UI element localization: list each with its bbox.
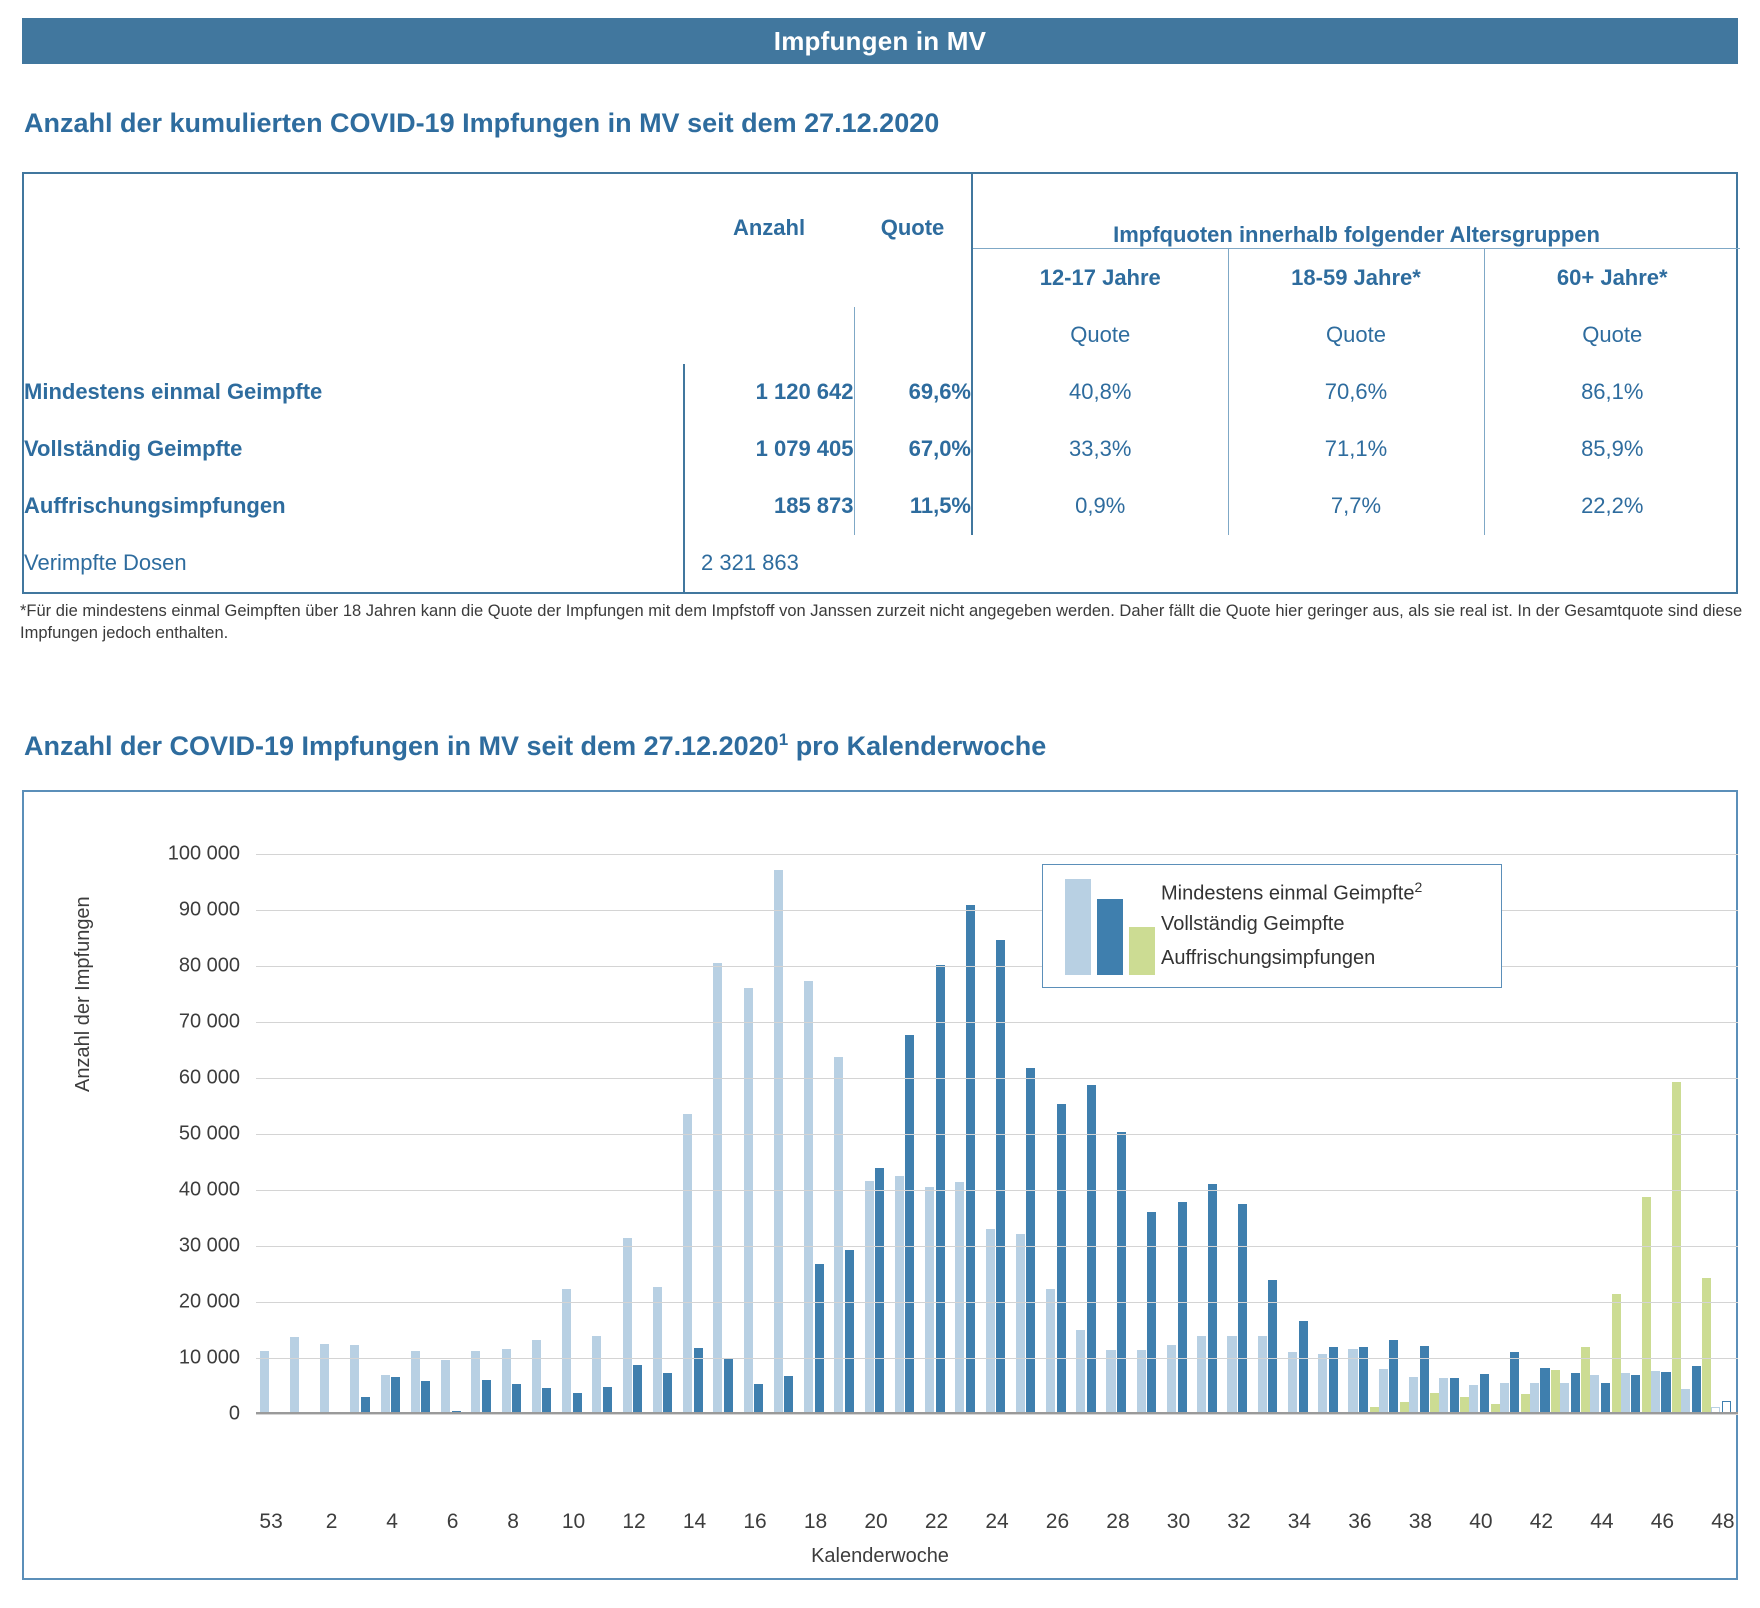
- bar: [320, 1344, 329, 1414]
- gridline: [256, 1358, 1738, 1359]
- weekly-vaccinations-chart: [22, 790, 1738, 1580]
- x-tick-label: 34: [1287, 1510, 1312, 1533]
- bar: [1420, 1346, 1429, 1414]
- x-tick-label: 42: [1529, 1510, 1554, 1533]
- bar: [1046, 1289, 1055, 1414]
- gridline: [256, 1190, 1738, 1191]
- chart-title-main: Anzahl der COVID-19 Impfungen in MV seit dem 27.12.2020: [24, 731, 779, 761]
- bar: [532, 1340, 541, 1414]
- bar: [1480, 1374, 1489, 1414]
- chart-plot-area: [256, 854, 1738, 1414]
- row-age2-doses: [1228, 535, 1484, 592]
- header-age-group-title: Impfquoten innerhalb folgender Altersgruppen: [972, 174, 1740, 249]
- row-anzahl-at-least-once: 1 120 642: [684, 364, 854, 421]
- y-tick-label: 50 000: [178, 1122, 240, 1145]
- bar: [1268, 1280, 1277, 1414]
- legend-text-0: Mindestens einmal Geimpfte: [1161, 882, 1415, 905]
- x-tick-label: 30: [1166, 1510, 1191, 1533]
- bar: [1702, 1278, 1711, 1414]
- bar: [1147, 1212, 1156, 1414]
- bar: [482, 1380, 491, 1414]
- legend-swatch-fully: [1097, 899, 1123, 975]
- row-label-doses: Verimpfte Dosen: [24, 550, 187, 576]
- bar: [744, 988, 753, 1414]
- bar: [724, 1359, 733, 1414]
- legend-label-at-least-once: [1161, 879, 1422, 906]
- chart-legend: [1042, 864, 1502, 988]
- row-age2-at-least-once: 70,6%: [1228, 364, 1484, 421]
- y-tick-label: 100 000: [167, 842, 240, 865]
- row-age3-fully-vaccinated: 85,9%: [1484, 421, 1740, 478]
- row-label-fully-vaccinated: Vollständig Geimpfte: [24, 436, 243, 462]
- bar: [1197, 1336, 1206, 1414]
- gridline: [256, 854, 1738, 855]
- bar: [633, 1365, 642, 1414]
- bar: [986, 1229, 995, 1414]
- row-age1-fully-vaccinated: 33,3%: [972, 421, 1228, 478]
- legend-swatch-booster: [1129, 927, 1155, 975]
- legend-swatch-at-least-once: [1065, 879, 1091, 975]
- bar: [1329, 1347, 1338, 1414]
- bar: [996, 940, 1005, 1414]
- y-tick-label: 60 000: [178, 1066, 240, 1089]
- y-tick-label: 80 000: [178, 954, 240, 977]
- bar: [804, 981, 813, 1414]
- bar: [1510, 1352, 1519, 1414]
- row-age3-doses: [1484, 535, 1740, 592]
- bar: [623, 1238, 632, 1414]
- bar: [955, 1182, 964, 1414]
- bar: [1590, 1375, 1599, 1414]
- bar: [1117, 1132, 1126, 1414]
- x-tick-label: 36: [1348, 1510, 1372, 1533]
- page-banner: [22, 18, 1738, 64]
- bar: [411, 1351, 420, 1414]
- bar: [1651, 1371, 1660, 1414]
- bar: [1469, 1385, 1478, 1414]
- gridline: [256, 1246, 1738, 1247]
- bar: [1167, 1345, 1176, 1414]
- header-age-60plus: 60+ Jahre*: [1484, 249, 1740, 307]
- bar: [1631, 1375, 1640, 1414]
- bar: [895, 1176, 904, 1414]
- bar: [1137, 1350, 1146, 1414]
- chart-title-suffix: pro Kalenderwoche: [788, 731, 1047, 761]
- x-tick-label: 22: [924, 1510, 949, 1533]
- bar: [784, 1376, 793, 1414]
- legend-sup-0: 2: [1414, 879, 1423, 895]
- bar: [1208, 1184, 1217, 1414]
- y-tick-label: 0: [228, 1402, 240, 1425]
- bar: [1409, 1377, 1418, 1414]
- bar: [1551, 1370, 1560, 1414]
- bar: [1076, 1330, 1085, 1414]
- header-age-12-17: 12-17 Jahre: [972, 249, 1228, 307]
- table-row: [24, 535, 1740, 592]
- bar: [815, 1264, 824, 1414]
- bar: [1672, 1082, 1681, 1414]
- row-quote-fully-vaccinated: 67,0%: [854, 421, 972, 478]
- bar: [1612, 1294, 1621, 1414]
- bar: [441, 1360, 450, 1414]
- bar: [663, 1373, 672, 1414]
- row-age3-booster: 22,2%: [1484, 478, 1740, 535]
- bar: [1439, 1378, 1448, 1414]
- row-age1-at-least-once: 40,8%: [972, 364, 1228, 421]
- bar: [834, 1057, 843, 1414]
- header-quote-60plus: Quote: [1484, 307, 1740, 364]
- header-quote-12-17: Quote: [972, 307, 1228, 364]
- bar: [391, 1377, 400, 1414]
- bar: [1299, 1321, 1308, 1414]
- bar: [1571, 1373, 1580, 1414]
- chart-x-axis-label: Kalenderwoche: [811, 1545, 949, 1567]
- bar: [350, 1345, 359, 1414]
- x-tick-label: 18: [803, 1510, 828, 1533]
- bar: [1601, 1383, 1610, 1414]
- bar: [865, 1181, 874, 1414]
- gridline: [256, 1134, 1738, 1135]
- x-tick-label: 40: [1469, 1510, 1493, 1533]
- x-tick-label: 10: [561, 1510, 586, 1533]
- x-tick-label: 14: [682, 1510, 707, 1533]
- bar: [1106, 1350, 1115, 1414]
- gridline: [256, 1078, 1738, 1079]
- bar: [1258, 1336, 1267, 1414]
- bar: [1560, 1383, 1569, 1414]
- x-tick-label: 16: [743, 1510, 767, 1533]
- bar: [1379, 1369, 1388, 1414]
- bar: [1026, 1068, 1035, 1414]
- bar: [573, 1393, 582, 1414]
- y-tick-label: 90 000: [178, 898, 240, 921]
- bar: [1540, 1368, 1549, 1414]
- bar: [1521, 1394, 1530, 1414]
- y-tick-label: 20 000: [178, 1290, 240, 1313]
- x-tick-label: 26: [1045, 1510, 1070, 1533]
- banner-title: Impfungen in MV: [773, 25, 987, 56]
- gridline: [256, 910, 1738, 911]
- chart-title-footnote-marker: 1: [778, 730, 789, 749]
- bar: [1359, 1347, 1368, 1414]
- header-age-18-59: 18-59 Jahre*: [1228, 249, 1484, 307]
- gridline: [256, 966, 1738, 967]
- x-tick-label: 4: [386, 1510, 398, 1533]
- chart-y-axis-label: Anzahl der Impfungen: [72, 896, 94, 1092]
- x-tick-label: 44: [1590, 1510, 1614, 1533]
- x-tick-label: 38: [1408, 1510, 1433, 1533]
- bar: [1430, 1393, 1439, 1414]
- bar: [966, 905, 975, 1414]
- header-quote-18-59: Quote: [1228, 307, 1484, 364]
- x-tick-label: 32: [1227, 1510, 1251, 1533]
- gridline: [256, 1414, 1738, 1415]
- bar: [713, 963, 722, 1414]
- bar: [592, 1336, 601, 1414]
- x-tick-label: 20: [864, 1510, 888, 1533]
- header-quote: Quote: [880, 214, 945, 240]
- bar: [653, 1287, 662, 1414]
- bar: [875, 1168, 884, 1414]
- table-row: [24, 364, 1740, 421]
- bar: [774, 870, 783, 1414]
- bar: [1238, 1204, 1247, 1414]
- bar: [1178, 1202, 1187, 1414]
- bar: [925, 1187, 934, 1414]
- row-age1-doses: [972, 535, 1228, 592]
- bar: [1057, 1104, 1066, 1414]
- chart-section-title: [24, 730, 1046, 762]
- row-quote-booster: 11,5%: [854, 478, 972, 535]
- bar: [1692, 1366, 1701, 1414]
- row-anzahl-fully-vaccinated: 1 079 405: [684, 421, 854, 478]
- bar: [542, 1388, 551, 1414]
- row-label-booster: Auffrischungsimpfungen: [24, 493, 286, 519]
- x-tick-label: 48: [1711, 1510, 1735, 1533]
- gridline: [256, 1022, 1738, 1023]
- x-tick-label: 24: [985, 1510, 1009, 1533]
- vaccination-summary-table: [22, 172, 1738, 594]
- y-tick-label: 40 000: [178, 1178, 240, 1201]
- row-age3-at-least-once: 86,1%: [1484, 364, 1740, 421]
- bar: [512, 1384, 521, 1414]
- bar: [1681, 1389, 1690, 1414]
- bar: [1016, 1234, 1025, 1414]
- row-anzahl-doses: 2 321 863: [684, 535, 854, 592]
- row-age2-fully-vaccinated: 71,1%: [1228, 421, 1484, 478]
- y-tick-label: 70 000: [178, 1010, 240, 1033]
- bar: [1288, 1352, 1297, 1414]
- x-tick-label: 28: [1106, 1510, 1130, 1533]
- row-age2-booster: 7,7%: [1228, 478, 1484, 535]
- bar: [603, 1387, 612, 1414]
- bar: [1642, 1197, 1651, 1414]
- bar: [1318, 1354, 1327, 1414]
- y-tick-label: 10 000: [178, 1346, 240, 1369]
- bar: [260, 1351, 269, 1414]
- bar: [381, 1375, 390, 1414]
- bar: [1227, 1336, 1236, 1414]
- bar: [1661, 1372, 1670, 1414]
- bar: [683, 1114, 692, 1414]
- bar: [1389, 1340, 1398, 1414]
- bar: [1621, 1373, 1630, 1414]
- table-row: [24, 478, 1740, 535]
- bar: [421, 1381, 430, 1414]
- table-row: [24, 421, 1740, 478]
- row-quote-at-least-once: 69,6%: [854, 364, 972, 421]
- x-tick-label: 2: [325, 1510, 338, 1533]
- bar: [1530, 1383, 1539, 1414]
- bar: [845, 1250, 854, 1414]
- bar: [1500, 1383, 1509, 1414]
- header-anzahl: Anzahl: [732, 214, 806, 240]
- gridline: [256, 1302, 1738, 1303]
- x-tick-label: 46: [1650, 1510, 1675, 1533]
- legend-label-booster: Auffrischungsimpfungen: [1161, 947, 1376, 969]
- bar: [471, 1351, 480, 1414]
- x-tick-label: 8: [507, 1510, 519, 1533]
- row-quote-doses: [854, 535, 972, 592]
- x-tick-label: 6: [446, 1510, 459, 1533]
- table-section-title: Anzahl der kumulierten COVID-19 Impfungen in MV seit dem 27.12.2020: [24, 108, 940, 138]
- legend-label-fully: Vollständig Geimpfte: [1161, 913, 1345, 935]
- bar: [1450, 1378, 1459, 1414]
- x-tick-label: 53: [259, 1510, 283, 1533]
- row-age1-booster: 0,9%: [972, 478, 1228, 535]
- row-label-at-least-once: Mindestens einmal Geimpfte: [24, 379, 323, 405]
- row-anzahl-booster: 185 873: [684, 478, 854, 535]
- y-tick-label: 30 000: [178, 1234, 240, 1257]
- bar: [290, 1337, 299, 1414]
- bar: [754, 1384, 763, 1414]
- table-footnote: *Für die mindestens einmal Geimpften über 18 Jahren kann die Quote der Impfungen mit dem Impfstoff von Janssen zurzeit nicht angegeben werden. Daher fällt die Quote hier geringer aus, als sie real ist. In der Gesamtquote sind diese Impfungen jedoch enthalten.: [20, 602, 1743, 643]
- bar: [562, 1289, 571, 1414]
- x-tick-label: 12: [622, 1510, 646, 1533]
